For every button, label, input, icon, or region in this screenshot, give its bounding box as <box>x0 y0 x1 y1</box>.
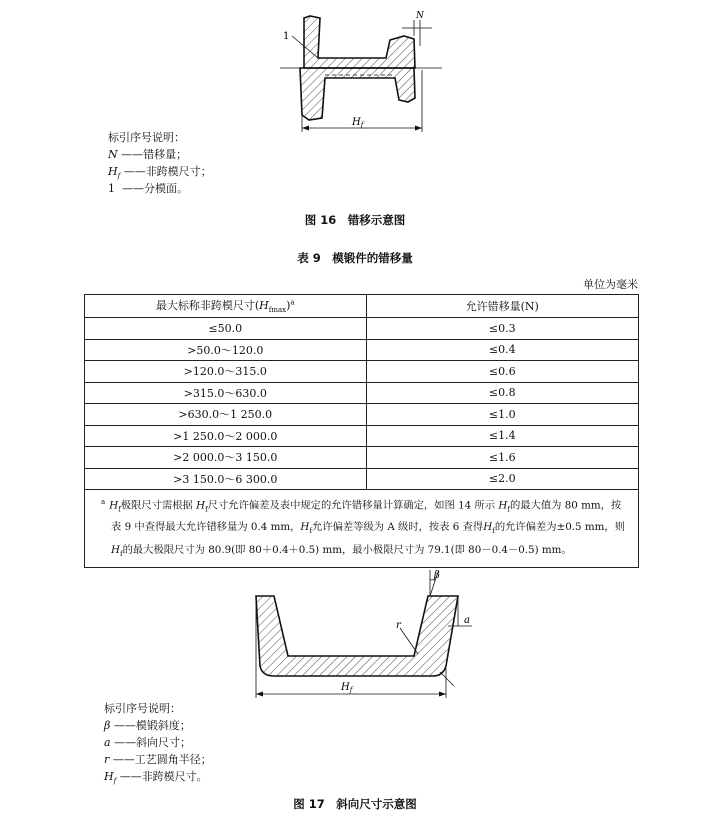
fig16-label-n: N <box>416 11 424 21</box>
figure-16-diagram <box>270 6 460 136</box>
table9-footnote: $^a$ $H_f$极限尺寸需根据 $H_f$尺寸允许偏差及表中规定的允许错移量计算确定，如图 14 所示 $H_f$的最大值为 80 mm，按表 9 中查得最大允许错移量为 0.4 mm，$H_f$允许偏差等级为 A 级时，按表 6 查得$H_f$的允许偏差为±0.5 mm，则$H_f$的最大极限尺寸为 80.9(即 80＋0.4＋0.5) mm，最小极限尺寸为 79.1(即 80－0.4－0.5) mm。 <box>85 490 639 568</box>
header-allowed-shift: 允许错移量(N) <box>366 295 639 318</box>
fig16-caption: 图 16 错移示意图 <box>304 213 406 227</box>
fig17-legend-title: 标引序号说明： <box>104 702 181 715</box>
table-row: >50.0～120.0 ≤0.4 <box>85 339 639 361</box>
fig17-label-a: a <box>464 615 470 626</box>
lower-die-half <box>300 68 415 120</box>
fig16-legend-item: 1 ——分模面。 <box>108 182 188 195</box>
table-row: ≤50.0 ≤0.3 <box>85 318 639 340</box>
fig16-legend-item: N ——错移量； <box>108 148 188 161</box>
fig16-legend-title: 标引序号说明： <box>108 131 185 144</box>
fig17-legend-item: $H_f$ ——非跨模尺寸。 <box>104 770 208 786</box>
fig17-legend <box>104 700 212 785</box>
table9 <box>84 294 639 568</box>
channel-section <box>256 596 458 676</box>
header-max-size: 最大标称非跨模尺寸$(H_{fmax})^a$ <box>85 295 367 318</box>
table-header-row <box>85 295 639 318</box>
table9-unit: 单位为毫米 <box>583 278 638 291</box>
table-row: >3 150.0～6 300.0 ≤2.0 <box>85 468 639 490</box>
fig16-label-one: 1 <box>283 31 290 42</box>
figure-17-diagram <box>240 568 480 708</box>
table-footnote-row <box>85 490 639 568</box>
upper-die-half <box>304 16 415 68</box>
fig16-label-hf: $H_f$ <box>352 117 364 129</box>
fig16-legend <box>108 129 212 197</box>
table9-caption: 表 9 模锻件的错移量 <box>297 251 413 265</box>
table-row: >2 000.0～3 150.0 ≤1.6 <box>85 447 639 469</box>
table-row: >1 250.0～2 000.0 ≤1.4 <box>85 425 639 447</box>
fig17-legend-item: a ——斜向尺寸； <box>104 736 192 749</box>
fig16-legend-item: $H_f$ ——非跨模尺寸； <box>108 165 212 181</box>
fig17-legend-item: r ——工艺圆角半径； <box>104 753 212 766</box>
table-row: >120.0～315.0 ≤0.6 <box>85 361 639 383</box>
fig17-label-r: r <box>396 620 401 631</box>
table-row: >315.0～630.0 ≤0.8 <box>85 382 639 404</box>
table-row: >630.0～1 250.0 ≤1.0 <box>85 404 639 426</box>
fig17-caption: 图 17 斜向尺寸示意图 <box>293 797 417 811</box>
fig17-label-hf: $H_f$ <box>341 682 353 694</box>
fig17-legend-item: β ——模锻斜度； <box>104 719 191 732</box>
fig17-label-beta: β <box>434 570 440 581</box>
